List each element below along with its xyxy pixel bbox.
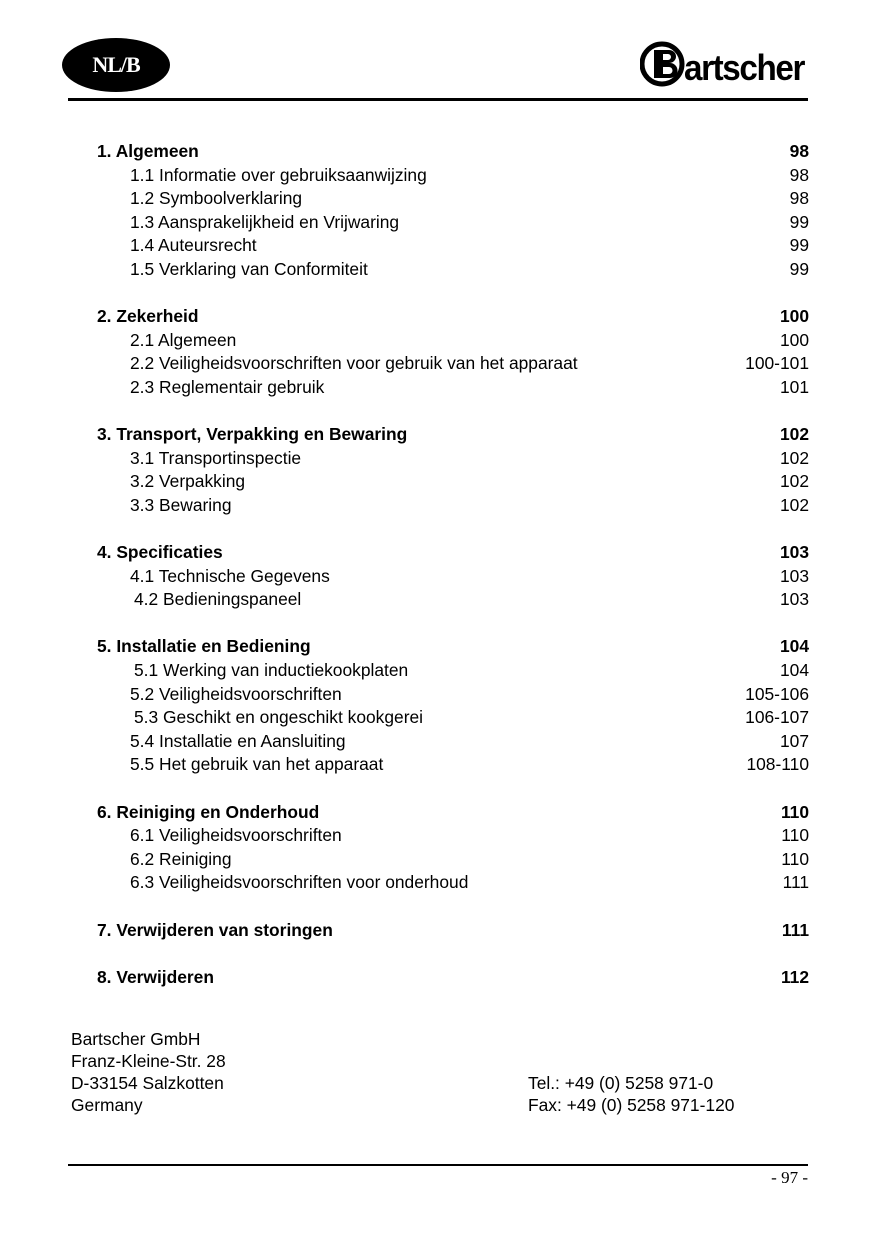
toc-item-title: 5.1 Werking van inductiekookplaten <box>134 660 409 681</box>
toc-item <box>97 376 809 400</box>
toc-item-title: 6.2 Reiniging <box>130 848 232 869</box>
toc-item-title: 6.3 Veiligheidsvoorschriften voor onderhoud <box>130 872 469 893</box>
toc-item <box>97 706 809 730</box>
toc-item-title: 1.5 Verklaring van Conformiteit <box>130 258 368 279</box>
toc-section-1 <box>97 140 809 282</box>
language-badge: NL/B <box>62 38 170 92</box>
phone-number: Tel.: +49 (0) 5258 971-0 <box>528 1073 714 1093</box>
toc-item-page: 99 <box>789 258 809 279</box>
toc-section-5 <box>97 635 809 777</box>
toc-item-page: 105-106 <box>745 683 809 704</box>
toc-item-page: 101 <box>779 376 809 397</box>
toc-heading-title: 8. Verwijderen <box>97 966 214 987</box>
toc-item-title: 5.5 Het gebruik van het apparaat <box>130 754 384 775</box>
toc-item-page: 104 <box>779 660 809 681</box>
toc-item-title: 1.4 Auteursrecht <box>130 235 257 256</box>
toc-section-4 <box>97 541 809 612</box>
toc-item-page: 99 <box>789 211 809 232</box>
toc-item-page: 107 <box>779 730 809 751</box>
toc-item-page: 108-110 <box>746 754 809 775</box>
fax-number: Fax: +49 (0) 5258 971-120 <box>528 1095 735 1115</box>
toc-item-title: 1.2 Symboolverklaring <box>130 188 303 209</box>
toc-heading-page: 103 <box>779 542 809 563</box>
header-divider <box>68 98 808 101</box>
toc-heading-page: 110 <box>780 801 809 822</box>
toc-item <box>97 447 809 471</box>
toc-heading-page: 100 <box>779 306 809 327</box>
toc-heading-page: 104 <box>779 636 809 657</box>
table-of-contents <box>97 140 809 1013</box>
toc-item-page: 106-107 <box>745 707 809 728</box>
toc-heading <box>97 919 809 943</box>
bartscher-logo <box>640 36 808 92</box>
toc-item-title: 4.2 Bedieningspaneel <box>134 589 302 610</box>
company-address <box>71 1028 226 1116</box>
toc-heading-title: 3. Transport, Verpakking en Bewaring <box>97 424 408 445</box>
toc-item-title: 5.2 Veiligheidsvoorschriften <box>130 683 342 704</box>
toc-item <box>97 329 809 353</box>
company-name: Bartscher GmbH <box>71 1029 201 1049</box>
toc-item <box>97 565 809 589</box>
toc-heading-page: 112 <box>780 966 809 987</box>
toc-heading <box>97 423 809 447</box>
toc-item <box>97 211 809 235</box>
toc-item <box>97 730 809 754</box>
toc-section-7 <box>97 919 809 943</box>
toc-item <box>97 258 809 282</box>
toc-heading-title: 4. Specificaties <box>97 542 223 563</box>
toc-item <box>97 659 809 683</box>
address-city: D-33154 Salzkotten <box>71 1073 224 1093</box>
toc-item-page: 111 <box>782 872 809 893</box>
toc-heading <box>97 635 809 659</box>
toc-item <box>97 234 809 258</box>
toc-item <box>97 588 809 612</box>
toc-item <box>97 494 809 518</box>
toc-item-page: 100-101 <box>745 353 809 374</box>
toc-item-title: 5.3 Geschikt en ongeschikt kookgerei <box>134 707 424 728</box>
toc-heading-title: 2. Zekerheid <box>97 306 199 327</box>
toc-item-page: 100 <box>779 329 809 350</box>
toc-heading-title: 1. Algemeen <box>97 141 199 161</box>
toc-heading <box>97 801 809 825</box>
toc-item-title: 2.2 Veiligheidsvoorschriften voor gebruik van het apparaat <box>130 353 578 374</box>
toc-section-6 <box>97 801 809 895</box>
toc-item-page: 102 <box>779 471 809 492</box>
toc-section-3 <box>97 423 809 517</box>
toc-item-title: 2.3 Reglementair gebruik <box>130 376 325 397</box>
toc-section-8 <box>97 966 809 990</box>
toc-item-page: 103 <box>779 589 809 610</box>
toc-heading-title: 6. Reiniging en Onderhoud <box>97 801 320 822</box>
toc-item <box>97 164 809 188</box>
toc-item-page: 99 <box>789 235 809 256</box>
toc-item-page: 110 <box>781 848 809 869</box>
toc-item-title: 1.3 Aansprakelijkheid en Vrijwaring <box>130 211 400 232</box>
company-contact <box>528 1072 734 1116</box>
toc-item <box>97 753 809 777</box>
toc-item-title: 3.1 Transportinspectie <box>130 447 302 468</box>
toc-heading-title: 7. Verwijderen van storingen <box>97 919 333 940</box>
footer-divider <box>68 1164 808 1166</box>
toc-section-2 <box>97 305 809 399</box>
toc-item-title: 3.3 Bewaring <box>130 494 232 515</box>
toc-item-title: 4.1 Technische Gegevens <box>130 565 330 586</box>
toc-item-title: 2.1 Algemeen <box>130 329 237 350</box>
toc-heading-title: 5. Installatie en Bediening <box>97 636 311 657</box>
toc-heading-page: 102 <box>779 424 809 445</box>
toc-heading <box>97 966 809 990</box>
svg-text:artscher: artscher <box>684 47 806 88</box>
toc-item <box>97 683 809 707</box>
toc-heading-page: 111 <box>781 919 809 940</box>
toc-item <box>97 187 809 211</box>
address-street: Franz-Kleine-Str. 28 <box>71 1051 226 1071</box>
toc-item <box>97 871 809 895</box>
address-country: Germany <box>71 1095 143 1115</box>
toc-item-title: 1.1 Informatie over gebruiksaanwijzing <box>130 164 427 185</box>
toc-item-page: 102 <box>779 447 809 468</box>
toc-item-page: 98 <box>789 164 809 185</box>
toc-item-title: 6.1 Veiligheidsvoorschriften <box>130 825 342 846</box>
toc-heading <box>97 305 809 329</box>
page-number: - 97 - <box>771 1168 808 1187</box>
toc-heading-page: 98 <box>789 141 809 161</box>
toc-item-title: 5.4 Installatie en Aansluiting <box>130 730 346 751</box>
toc-heading <box>97 541 809 565</box>
toc-item <box>97 824 809 848</box>
toc-item-page: 110 <box>781 825 809 846</box>
toc-item <box>97 848 809 872</box>
toc-item <box>97 470 809 494</box>
toc-item <box>97 352 809 376</box>
toc-heading <box>97 140 809 164</box>
toc-item-page: 98 <box>789 188 809 209</box>
toc-item-title: 3.2 Verpakking <box>130 471 246 492</box>
toc-item-page: 102 <box>779 494 809 515</box>
toc-item-page: 103 <box>779 565 809 586</box>
